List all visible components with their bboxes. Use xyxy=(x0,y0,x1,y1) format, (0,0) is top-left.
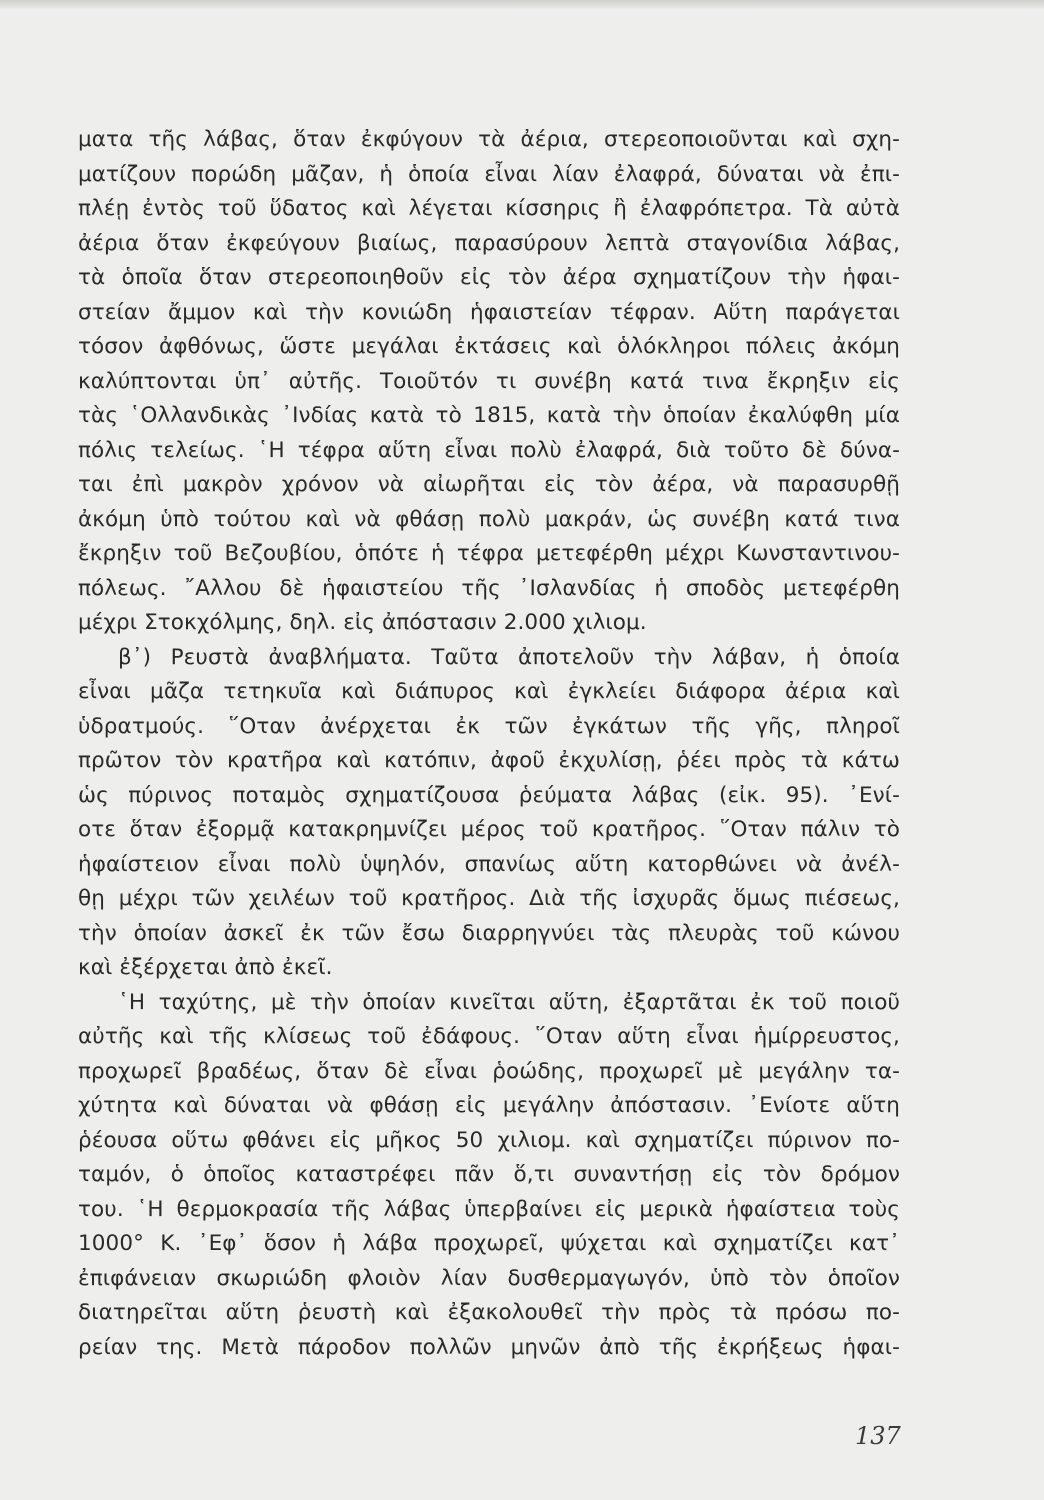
text-line: προχωρεῖ βραδέως, ὅταν δὲ εἶναι ῥοώδης, προχωρεῖ μὲ μεγάλην τα- xyxy=(78,1058,900,1084)
text-line: του. ῾Η θερμοκρασία τῆς λάβας ὑπερβαίνει εἰς μερικὰ ἡφαίστεια τοὺς xyxy=(78,1196,900,1222)
text-line: ῾Η ταχύτης, μὲ τὴν ὁποίαν κινεῖται αὕτη, ἐξαρτᾶται ἐκ τοῦ ποιοῦ xyxy=(118,989,900,1015)
text-line: αὐτῆς καὶ τῆς κλίσεως τοῦ ἐδάφους. ῞Οταν αὕτη εἶναι ἡμίρρευστος, xyxy=(78,1024,900,1049)
page-number: 137 xyxy=(855,1422,901,1450)
text-line: πρῶτον τὸν κρατῆρα καὶ κατόπιν, ἀφοῦ ἐκχυλίσῃ, ῥέει πρὸς τὰ κάτω xyxy=(78,748,900,773)
text-line: ρείαν της. Μετὰ πάροδον πολλῶν μηνῶν ἀπὸ τῆς ἐκρήξεως ἡφαι- xyxy=(78,1334,900,1360)
text-line: καὶ ἐξέρχεται ἀπὸ ἐκεῖ. xyxy=(78,955,333,980)
text-line: θῃ μέχρι τῶν χειλέων τοῦ κρατῆρος. Διὰ τῆς ἰσχυρᾶς ὅμως πιέσεως, xyxy=(78,886,900,911)
text-line: 1000° Κ. ᾽Εφ᾽ ὅσον ἡ λάβα προχωρεῖ, ψύχεται καὶ σχηματίζει κατ᾽ xyxy=(78,1231,900,1256)
text-line: ταμόν, ὁ ὁποῖος καταστρέφει πᾶν ὅ,τι συναντήσῃ εἰς τὸν δρόμον xyxy=(78,1162,900,1187)
text-line: χύτητα καὶ δύναται νὰ φθάσῃ εἰς μεγάλην ἀπόστασιν. ᾽Ενίοτε αὕτη xyxy=(78,1093,900,1118)
text-line: καλύπτονται ὑπ᾽ αὐτῆς. Τοιοῦτόν τι συνέβη κατά τινα ἔκρηξιν εἰς xyxy=(78,368,900,394)
text-line: τόσον ἀφθόνως, ὥστε μεγάλαι ἐκτάσεις καὶ ὁλόκληροι πόλεις ἀκόμη xyxy=(78,334,900,359)
text-line: ῥέουσα οὕτω φθάνει εἰς μῆκος 50 χιλιομ. καὶ σχηματίζει πύρινον πο- xyxy=(78,1127,900,1153)
text-line: διατηρεῖται αὕτη ῥευστὴ καὶ ἐξακολουθεῖ τὴν πρὸς τὰ πρόσω πο- xyxy=(78,1300,900,1325)
text-line: μέχρι Στοκχόλμης, δηλ. εἰς ἀπόστασιν 2.000 χιλιομ. xyxy=(78,610,647,635)
text-line: οτε ὅταν ἐξορμᾷ κατακρημνίζει μέρος τοῦ κρατῆρος. ῞Οταν πάλιν τὸ xyxy=(78,817,900,842)
text-line: ἐπιφάνειαν σκωριώδη φλοιὸν λίαν δυσθερμαγωγόν, ὑπὸ τὸν ὁποῖον xyxy=(78,1265,900,1291)
text-line: στείαν ἄμμον καὶ τὴν κονιώδη ἡφαιστείαν τέφραν. Αὕτη παράγεται xyxy=(78,299,900,325)
text-line: ἔκρηξιν τοῦ Βεζουβίου, ὁπότε ἡ τέφρα μετεφέρθη μέχρι Κωνσταντινου- xyxy=(78,541,900,566)
text-line: πόλις τελείως. ῾Η τέφρα αὕτη εἶναι πολὺ ἐλαφρά, διὰ τοῦτο δὲ δύνα- xyxy=(78,437,900,463)
text-line: ἀέρια ὅταν ἐκφεύγουν βιαίως, παρασύρουν λεπτὰ σταγονίδια λάβας, xyxy=(78,230,900,256)
text-line: ται ἐπὶ μακρὸν χρόνον νὰ αἰωρῆται εἰς τὸν ἀέρα, νὰ παρασυρθῇ xyxy=(78,472,900,497)
text-line: εἶναι μᾶζα τετηκυῖα καὶ διάπυρος καὶ ἐγκλείει διάφορα ἀέρια καὶ xyxy=(78,679,900,704)
text-line: τὴν ὁποίαν ἀσκεῖ ἐκ τῶν ἔσω διαρρηγνύει τὰς πλευρὰς τοῦ κώνου xyxy=(78,920,900,946)
text-line: τὰς ῾Ολλανδικὰς ᾽Ινδίας κατὰ τὸ 1815, κατὰ τὴν ὁποίαν ἐκαλύφθη μία xyxy=(78,403,900,428)
text-line: τὰ ὁποῖα ὅταν στερεοποιηθοῦν εἰς τὸν ἀέρα σχηματίζουν τὴν ἡφαι- xyxy=(78,265,900,290)
body-text xyxy=(78,123,900,1365)
text-line: ὑδρατμούς. ῞Οταν ἀνέρχεται ἐκ τῶν ἐγκάτων τῆς γῆς, πληροῖ xyxy=(78,713,900,739)
text-line: β᾽) Ρευστὰ ἀναβλήματα. Ταῦτα ἀποτελοῦν τὴν λάβαν, ἡ ὁποία xyxy=(118,644,900,670)
text-line: πλέῃ ἐντὸς τοῦ ὕδατος καὶ λέγεται κίσσηρις ἢ ἐλαφρόπετρα. Τὰ αὐτὰ xyxy=(78,196,900,221)
text-line: πόλεως. ῎Αλλου δὲ ἡφαιστείου τῆς ᾽Ισλανδίας ἡ σποδὸς μετεφέρθη xyxy=(78,575,900,601)
text-line: ἡφαίστειον εἶναι πολὺ ὑψηλόν, σπανίως αὕτη κατορθώνει νὰ ἀνέλ- xyxy=(78,851,900,877)
text-line: ματα τῆς λάβας, ὅταν ἐκφύγουν τὰ ἀέρια, στερεοποιοῦνται καὶ σχη- xyxy=(78,127,900,152)
text-line: ὡς πύρινος ποταμὸς σχηματίζουσα ῥεύματα λάβας (εἰκ. 95). ᾽Ενί- xyxy=(78,782,900,808)
text-line: ματίζουν πορώδη μᾶζαν, ἡ ὁποία εἶναι λίαν ἐλαφρά, δύναται νὰ ἐπι- xyxy=(78,161,900,187)
text-line: ἀκόμη ὑπὸ τούτου καὶ νὰ φθάσῃ πολὺ μακράν, ὡς συνέβη κατά τινα xyxy=(78,506,900,532)
page-edge-shadow xyxy=(0,0,1044,10)
